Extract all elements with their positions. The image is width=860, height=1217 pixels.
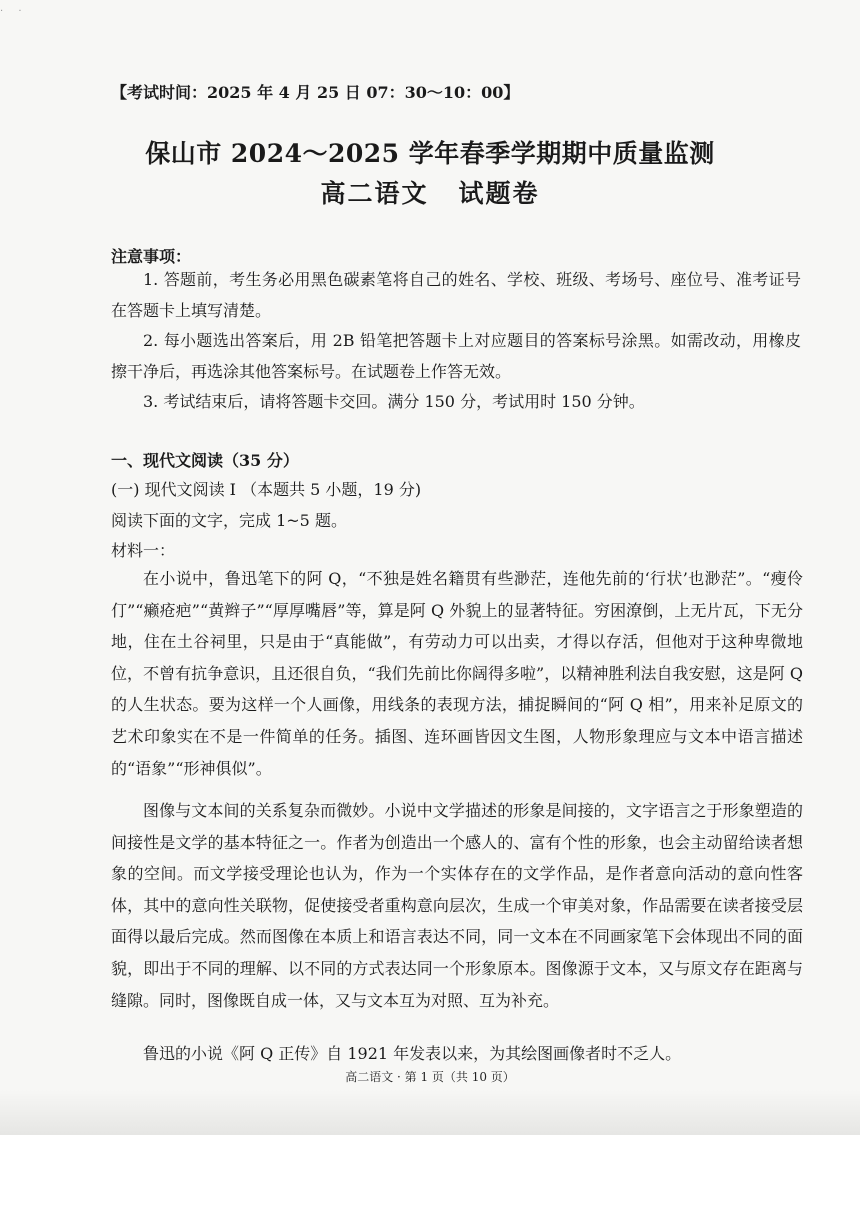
notice-item-3: 3. 考试结束后，请将答题卡交回。满分 150 分，考试用时 150 分钟。 [143,392,645,411]
subject-label: 高二语文 [320,179,429,208]
section-subtitle: (一) 现代文阅读 I （本题共 5 小题，19 分) [111,480,422,499]
exam-subtitle [0,174,860,210]
scan-shadow [0,1090,860,1135]
reading-instruction: 阅读下面的文字，完成 1~5 题。 [111,511,347,530]
scan-corner-mark: · · [0,6,28,17]
exam-time: 【考试时间：2025 年 4 月 25 日 07：30～10：00】 [111,83,520,102]
exam-title: 保山市 2024～2025 学年春季学期期中质量监测 [145,139,715,168]
section-title: 一、现代文阅读（35 分） [111,451,299,470]
notice-item-2: 2. 每小题选出答案后，用 2B 铅笔把答题卡上对应题目的答案标号涂黑。如需改动，用橡皮擦干净后，再选涂其他答案标号。在试题卷上作答无效。 [111,331,801,381]
page-footer: 高二语文 · 第 1 页（共 10 页） [345,1070,515,1084]
passage-paragraph-1: 在小说中，鲁迅笔下的阿 Q，“不独是姓名籍贯有些渺茫，连他先前的‘行状’也渺茫”。“瘦伶仃”“癞疮疤”“黄辫子”“厚厚嘴唇”等，算是阿 Q 外貌上的显著特征。穷困潦倒，上无片瓦，下无分地，住在土谷祠里，只是由于“真能做”，有劳动力可以出卖，才得以存活，但他对于这种卑微地位，不曾有抗争意识，且还很自负，“我们先前比你阔得多啦”，以精神胜利法自我安慰，这是阿 Q 的人生状态。要为这样一个人画像，用线条的表现方法，捕捉瞬间的“阿 Q 相”，用来补足原文的艺术印象实在不是一件简单的任务。插图、连环画皆因文生图，人物形象理应与文本中语言描述的“语象”“形神俱似”。 [111,569,803,778]
paper-label: 试题卷 [458,179,540,208]
notice-heading: 注意事项： [111,247,192,266]
passage-paragraph-2: 图像与文本间的关系复杂而微妙。小说中文学描述的形象是间接的，文字语言之于形象塑造的间接性是文学的基本特征之一。作者为创造出一个感人的、富有个性的形象，也会主动留给读者想象的空间。而文学接受理论也认为，作为一个实体存在的文学作品，是作者意向活动的意向性客体，其中的意向性关联物，促使接受者重构意向层次，生成一个审美对象，作品需要在读者接受层面得以最后完成。然而图像在本质上和语言表达不同，同一文本在不同画家笔下会体现出不同的面貌，即出于不同的理解、以不同的方式表达同一个形象原本。图像源于文本，又与原文存在距离与缝隙。同时，图像既自成一体，又与文本互为对照、互为补充。 [111,801,803,1010]
material-label: 材料一： [111,541,176,560]
notice-item-1: 1. 答题前，考生务必用黑色碳素笔将自己的姓名、学校、班级、考场号、座位号、准考证号在答题卡上填写清楚。 [111,270,801,320]
passage-paragraph-3: 鲁迅的小说《阿 Q 正传》自 1921 年发表以来，为其绘图画像者时不乏人。 [143,1044,682,1063]
